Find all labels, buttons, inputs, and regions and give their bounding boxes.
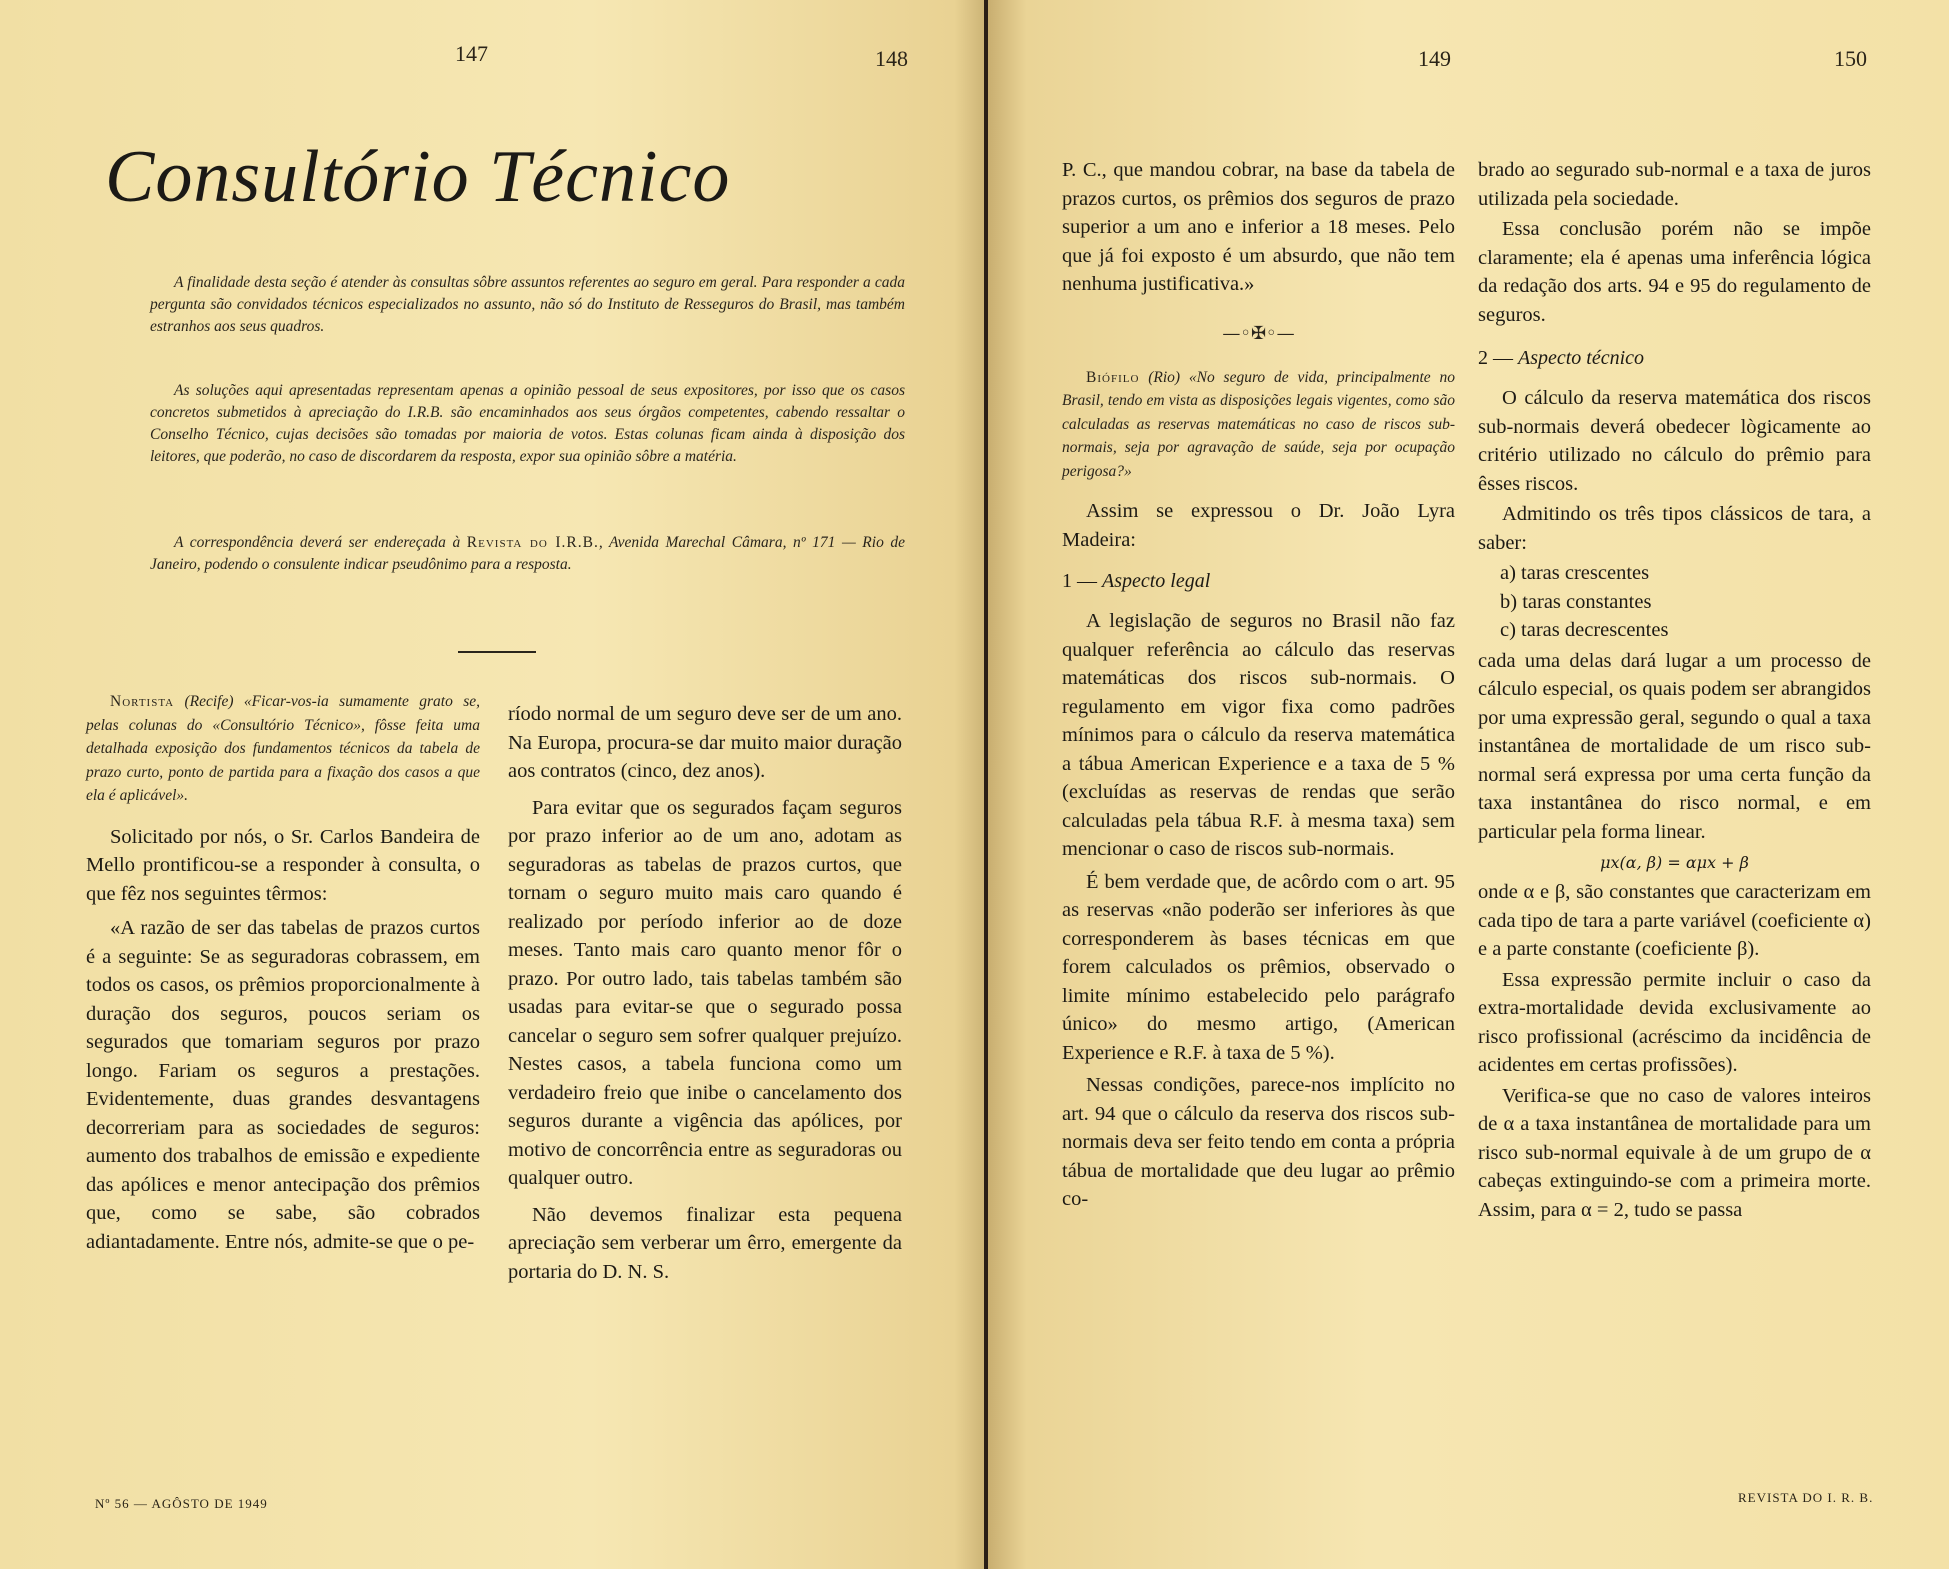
answer-paragraph-2: ríodo normal de um seguro deve ser de um ano. Na Europa, procura-se dar muito maior duração aos contratos (cinco, dez anos). <box>508 703 902 782</box>
right-column-1 <box>1062 156 1455 1214</box>
legal-paragraph-3: Nessas condições, parece-nos implícito no art. 94 que o cálculo da reserva dos riscos sub-normais deva ser feito tendo em conta a própria tábua de mortalidade que deu lugar ao prêmio co- <box>1062 1074 1455 1210</box>
answer-paragraph-3: Para evitar que os segurados façam seguros por prazo inferior ao de um ano, adotam as seguradoras as tabelas de prazos curtos, que tornam o seguro muito mais caro quando é realizado por período inferior ao de doze meses. Tanto mais caro quanto menor fôr o prazo. Por outro lado, tais tabelas também são usadas para evitar-se que o segurado possa cancelar o seguro sem sofrer qualquer prejuízo. Nestes casos, a tabela funciona como um verdadeiro freio que inibe o cancelamento dos seguros durante a vigência das apólices, por motivo de concorrência entre as seguradoras ou qualquer outro. <box>508 796 902 1189</box>
legal-paragraph-1: A legislação de seguros no Brasil não faz qualquer referência ao cálculo das reservas matemáticas dos riscos sub-normais. O regulamento em vigor fixa como padrões mínimos para o cálculo da reserva matemática a tábua American Experience e a taxa de 5 % (excluídas as reservas de rendas que serão calculadas pela tábua R.F. à mesma taxa) sem mencionar o caso de riscos sub-normais. <box>1062 610 1455 860</box>
intro-paragraph-3: A correspondência deverá ser endereçada à Revista do I.R.B., Avenida Marechal Câmara, nº 171 — Rio de Janeiro, podendo o consulente indicar pseudônimo para a resposta. <box>150 534 906 573</box>
page-number-149: 149 <box>1418 46 1451 71</box>
answer-paragraph-5: P. C., que mandou cobrar, na base da tabela de prazos curtos, os prêmios dos seguros de prazo superior a um ano e inferior a 18 meses. Pelo que já foi exposto é um absurdo, que não tem nenhuma justificativa.» <box>1062 159 1455 295</box>
technical-paragraph-5: Essa expressão permite incluir o caso da extra-mortalidade devida exclusivamente ao risco profissional (acréscimo da incidência de acidentes em certas profissões). <box>1478 968 1871 1076</box>
tara-list-item: a) taras crescentes <box>1500 562 1650 584</box>
answer-intro: Solicitado por nós, o Sr. Carlos Bandeira de Mello prontificou-se a responder à consulta, o que fêz nos seguintes têrmos: <box>86 825 480 905</box>
tara-list-item: b) taras constantes <box>1500 590 1652 613</box>
heading-aspecto-tecnico: 2 — Aspecto técnico <box>1478 347 1645 369</box>
section-divider <box>458 651 536 653</box>
question-nortista: Nortista (Recife) «Ficar-vos-ia sumamente grato se, pelas colunas do «Consultório Técnico», fôsse feita uma detalhada exposição dos fundamentos técnicos da tabela de prazo curto, ponto de partida para a fixação dos casos a que ela é aplicável». <box>86 693 481 804</box>
technical-paragraph-1: O cálculo da reserva matemática dos riscos sub-normais deverá obedecer lògicamente ao critério utilizado no cálculo do prêmio para êsses riscos. <box>1478 387 1871 495</box>
question-biofilo: Biófilo (Rio) «No seguro de vida, principalmente no Brasil, tendo em vista as disposições legais vigentes, como são calculadas as reservas matemáticas no caso de riscos sub-normais, seja por agravação de saúde, seja por ocupação perigosa?» <box>1062 368 1455 480</box>
technical-paragraph-4: onde α e β, são constantes que caracterizam em cada tipo de tara a parte variável (coeficiente α) e a parte constante (coeficiente β). <box>1478 881 1871 960</box>
left-column-1 <box>86 690 480 1256</box>
technical-paragraph-2: Admitindo os três tipos clássicos de tara, a saber: <box>1478 503 1871 554</box>
legal-paragraph-5: Essa conclusão porém não se impõe claramente; ela é apenas uma inferência lógica da redação dos arts. 94 e 95 do regulamento de seguros. <box>1478 218 1871 326</box>
page-number-147: 147 <box>455 41 488 66</box>
technical-paragraph-6: Verifica-se que no caso de valores inteiros de α a taxa instantânea de mortalidade para um risco sub-normal equivale à de um grupo de α cabeças extinguindo-se com a primeira morte. Assim, para α = 2, tudo se passa <box>1478 1084 1871 1221</box>
right-page <box>988 0 1949 1569</box>
section-ornament: —◦✠◦— <box>1222 322 1295 344</box>
magazine-footer: REVISTA DO I. R. B. <box>1738 1490 1874 1505</box>
answer-paragraph-1: «A razão de ser das tabelas de prazos curtos é a seguinte: Se as seguradoras cobrassem, em todos os casos, os prêmios proporcionalmente à duração dos seguros, poucos seriam os segurados que tomariam seguros por prazo longo. Fariam os seguros a prestações. Evidentemente, duas grandes desvantagens decorreriam para as sociedades de seguros: aumento dos trabalhos de emissão e expediente das apólices e menor antecipação dos prêmios que, como se sabe, são cobrados adiantadamente. Entre nós, admite-se que o pe- <box>86 917 480 1253</box>
legal-paragraph-2: É bem verdade que, de acôrdo com o art. 95 as reservas «não poderão ser inferiores às que corresponderem às bases técnicas em que forem calculados os prêmios, observado o limite mínimo estabelecido pelo parágrafo único» do mesmo artigo, (American Experience e R.F. à taxa de 5 %). <box>1062 870 1455 1064</box>
answer-paragraph-4: Não devemos finalizar esta pequena apreciação sem verberar um êrro, emergente da portaria do D. N. S. <box>508 1203 902 1283</box>
intro-paragraph-1: A finalidade desta seção é atender às consultas sôbre assuntos referentes ao seguro em geral. Para responder a cada pergunta são convidados técnicos especializados no assunto, não só do Instituto de Resseguros do Brasil, mas também estranhos aos seus quadros. <box>150 274 905 335</box>
mortality-formula: μx(α, β) = αμx + β <box>1600 853 1749 872</box>
answer-intro-2: Assim se expressou o Dr. João Lyra Madeira: <box>1062 500 1455 551</box>
left-column-2 <box>508 700 902 1286</box>
intro-paragraph-2: As soluções aqui apresentadas representam apenas a opinião pessoal de seus expositores, por isso que os casos concretos submetidos à apreciação do I.R.B. são encaminhados aos seus órgãos competentes, cabendo ressaltar o Conselho Técnico, cujas decisões são tomadas por maioria de votos. Estas colunas ficam ainda à disposição dos leitores, que poderão, no caso de discordarem da resposta, expor sua opinião sôbre a matéria. <box>150 382 905 465</box>
technical-paragraph-3: cada uma delas dará lugar a um processo de cálculo especial, os quais podem ser abrangidos por uma expressão geral, segundo o qual a taxa instantânea de mortalidade de um risco sub-normal será expressa por uma certa função da taxa instantânea do risco normal, e em particular pela forma linear. <box>1478 649 1871 843</box>
right-column-2 <box>1478 156 1871 1224</box>
page-number-148: 148 <box>875 46 908 71</box>
tara-list-item: c) taras decrescentes <box>1500 619 1669 641</box>
page-number-150: 150 <box>1834 46 1867 71</box>
issue-footer: Nº 56 — AGÔSTO DE 1949 <box>95 1496 268 1511</box>
page-title: Consultório Técnico <box>105 136 731 218</box>
heading-aspecto-legal: 1 — Aspecto legal <box>1062 570 1211 592</box>
legal-paragraph-4: brado ao segurado sub-normal e a taxa de juros utilizada pela sociedade. <box>1478 159 1871 210</box>
